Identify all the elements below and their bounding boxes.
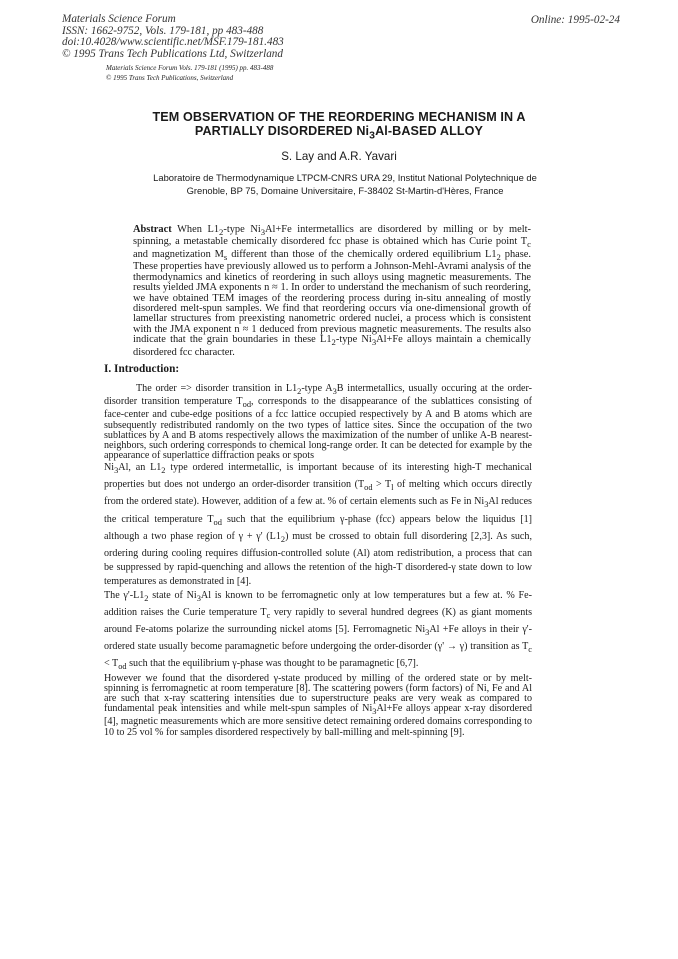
title-line-1: TEM OBSERVATION OF THE REORDERING MECHANISM IN A bbox=[152, 110, 526, 124]
section-heading: I. Introduction: bbox=[104, 363, 180, 375]
original-copyright-line: © 1995 Trans Tech Publications, Switzerland bbox=[106, 74, 234, 82]
original-scan-header bbox=[106, 63, 273, 83]
affiliation bbox=[95, 172, 595, 197]
abstract-label: Abstract bbox=[133, 224, 172, 235]
online-date: Online: 1995-02-24 bbox=[530, 14, 620, 26]
intro-paragraph-4: However we found that the disordered γ-state produced by milling of the ordered state or by melt-spinning is ferromagnetic at room temperature [8]. The scattering powers (form factors) of Ni, Fe and Al are such that x-ray scattering intensities due to superstructure peaks are very weak as compared to fundamental peak intensities and while melt-spun samples of $Ni_3Al+Fe$ alloys appear x-ray disordered [4], magnetic measurements which are more sensitive detect remaining ordered domains corresponding to 10 to 25 vol % for samples disordered respectively by ball-milling and melt-spinning [9]. bbox=[104, 672, 532, 738]
journal-name: Materials Science Forum bbox=[62, 13, 176, 25]
intro-paragraph-3: The $\gamma'-L1_2$ state of $Ni_3Al$ is known to be ferromagnetic only at low temperatures but a few at. % Fe-addition raises the Curie temperature $T_c$ very rapidly to several hundred degrees (K) as giant moments around Fe-atoms polarize the surrounding nickel atoms [5]. Ferromagnetic $Ni_3Al +Fe$ alloys in their γ'-ordered state usually become paramagnetic before undergoing the order-disorder (γ' → γ) transition as $T_c < T_{od}$ such that the equilibrium γ-phase was thought to be paramagnetic [6,7]. bbox=[104, 589, 533, 671]
doi-line: doi:10.4028/www.scientific.net/MSF.179-181.483 bbox=[62, 36, 284, 48]
issn-line: ISSN: 1662-9752, Vols. 179-181, pp 483-488 bbox=[62, 24, 264, 37]
authors: S. Lay and A.R. Yavari bbox=[281, 150, 397, 163]
journal-header bbox=[62, 14, 284, 60]
abstract: Abstract When $L1_2$-type $Ni_3Al+Fe$ intermetallics are disordered by milling or by melt-spinning, a metastable chemically disordered fcc phase is obtained which has Curie point $T_c$ and magnetization $M_s$ different than those of the chemically ordered equilibrium $L1_2$ phase. These properties have previously allowed us to perform a Johnson-Mehl-Avrami analysis of the thermodynamics and kinetics of reordering in such alloys using magnetic measurements. The results yielded JMA exponents n ≈ 1. In order to understand the mechanism of such reordering, we have obtained TEM images of the reordering process during in-situ annealing of mostly disordered melt-spun samples. We find that reordering occurs via one-dimensional growth of lamellar structures from preexisting nanometric ordered nuclei, a process which is consistent with the JMA exponent n ≈ 1 deduced from previous magnetic measurements. The results also indicate that the grain boundaries in these $L1_2$-type $Ni_3Al+Fe$ alloys maintain a chemically disordered fcc character. bbox=[133, 224, 532, 358]
affiliation-line-2: Grenoble, BP 75, Domaine Universitaire, F-38402 St-Martin-d'Hères, France bbox=[186, 184, 504, 196]
paper-title bbox=[60, 110, 618, 143]
title-line-2: PARTIALLY DISORDERED $Ni_3Al$-BASED ALLOY bbox=[194, 124, 484, 142]
copyright-line: © 1995 Trans Tech Publications Ltd, Switzerland bbox=[62, 47, 283, 60]
original-volume-line: Materials Science Forum Vols. 179-181 (1995) pp. 483-488 bbox=[106, 64, 274, 72]
introduction-body bbox=[104, 384, 532, 738]
affiliation-line-1: Laboratoire de Thermodynamique LTPCM-CNRS URA 29, Institut National Polytechnique de bbox=[153, 172, 537, 183]
intro-paragraph-1: The order => disorder transition in $L1_2$-type $A_3B$ intermetallics, usually occuring at the order-disorder transition temperature $T_{od}$, corresponds to the disappearance of the sublattices consisting of face-center and cube-edge positions of a fcc lattice occupied respectively by A and B atoms which are subsequently redistributed randomly on the two types of lattice sites. Since the occupation of the two sublattices by A and B atoms respectively allows the maximization of the number of unlike A-B nearest-neighbors, such ordering corresponds to chemical long-range order. It can be detected for example by the appearance of superlattice diffraction peaks or spots bbox=[104, 383, 533, 462]
intro-paragraph-2: $Ni_3Al$, an $L1_2$ type ordered intermetallic, is important because of its interesting high-T mechanical properties but does not undergo an order-disorder transition ($T_{od} > T_l$ of melting which occurs directly from the ordered state). However, addition of a few at. % of certain elements such as Fe in $Ni_3Al$ reduces the critical temperature $T_{od}$ such that the equilibrium γ-phase (fcc) appears below the liquidus [1] although a two phase region of γ + γ' $(L1_2)$ must be crossed to obtain full disordering [2,3]. As such, ordering during cooling requires diffusion-controlled solute (Al) atom redistribution, a process that can be suppressed by rapid-quenching and allows the retention of the high-T disordered-γ state down to low temperatures as demonstrated in [4]. bbox=[104, 462, 533, 587]
